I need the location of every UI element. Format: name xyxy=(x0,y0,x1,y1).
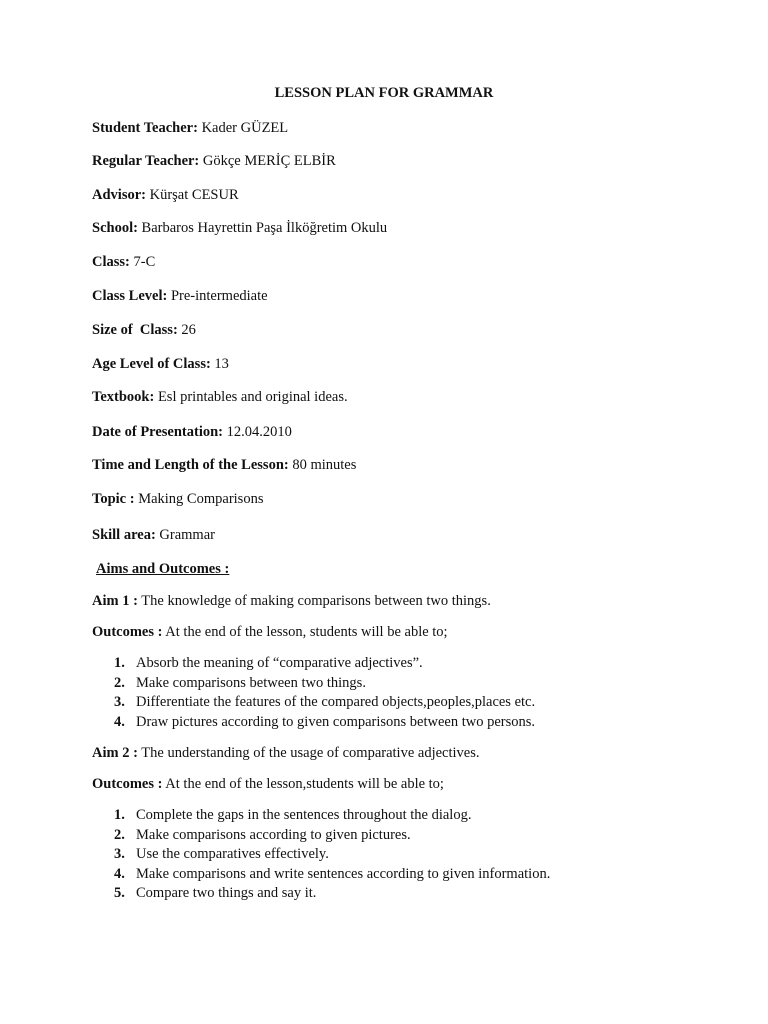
list-text: Complete the gaps in the sentences throughout the dialog. xyxy=(136,807,472,823)
list-number: 2. xyxy=(114,826,125,843)
field-time-length xyxy=(92,457,356,474)
field-label: Topic : xyxy=(92,491,135,507)
aim-2-outcome-list xyxy=(92,806,550,904)
aim-label: Aim 2 : xyxy=(92,745,138,761)
field-topic xyxy=(92,491,263,508)
list-number: 3. xyxy=(114,846,125,862)
list-text: Draw pictures according to given comparisons between two persons. xyxy=(136,713,536,730)
field-label: Skill area: xyxy=(92,527,156,543)
field-value: Kürşat CESUR xyxy=(145,187,239,203)
list-number: 4. xyxy=(114,865,125,882)
list-text: Differentiate the features of the compared objects,peoples,places etc. xyxy=(136,694,536,710)
outcomes-text: At the end of the lesson, students will be able to; xyxy=(162,624,448,640)
field-label: Regular Teacher: xyxy=(92,153,200,169)
field-label: School: xyxy=(92,220,138,236)
field-label: Time and Length of the Lesson: xyxy=(92,457,289,473)
field-value: 12.04.2010 xyxy=(223,424,292,440)
list-text: Make comparisons according to given pictures. xyxy=(136,826,411,843)
field-label: Class: xyxy=(92,254,130,270)
field-skill-area xyxy=(92,527,215,544)
field-label: Textbook: xyxy=(92,389,155,405)
list-number: 2. xyxy=(114,674,125,691)
field-advisor xyxy=(92,187,239,204)
list-item xyxy=(92,865,550,885)
field-value: 80 minutes xyxy=(288,457,357,473)
field-class-size xyxy=(92,322,196,339)
field-school xyxy=(92,220,387,237)
list-item xyxy=(92,884,550,904)
list-text: Absorb the meaning of “comparative adjectives”. xyxy=(136,655,423,671)
list-item xyxy=(92,713,535,733)
list-text: Use the comparatives effectively. xyxy=(136,846,329,862)
outcomes-label: Outcomes : xyxy=(92,776,163,792)
field-label: Advisor: xyxy=(92,187,146,203)
list-item xyxy=(92,845,550,865)
field-value: 13 xyxy=(210,356,229,372)
field-value: Making Comparisons xyxy=(134,491,264,507)
list-text: Compare two things and say it. xyxy=(136,885,317,901)
list-item xyxy=(92,654,535,674)
field-regular-teacher xyxy=(92,153,336,170)
field-value: Gökçe MERİÇ ELBİR xyxy=(199,153,336,169)
aim-2 xyxy=(92,745,480,762)
field-label: Size of Class: xyxy=(92,322,178,338)
field-value: 26 xyxy=(177,322,196,338)
list-number: 1. xyxy=(114,807,125,823)
field-value: Kader GÜZEL xyxy=(197,120,289,136)
outcomes-label: Outcomes : xyxy=(92,624,163,640)
field-label: Date of Presentation: xyxy=(92,424,224,440)
list-number: 1. xyxy=(114,655,125,671)
document-title: LESSON PLAN FOR GRAMMAR xyxy=(274,85,494,101)
field-value: Esl printables and original ideas. xyxy=(154,389,348,405)
field-value: Barbaros Hayrettin Paşa İlköğretim Okulu xyxy=(137,220,388,236)
field-textbook xyxy=(92,389,348,406)
field-class-level xyxy=(92,288,268,305)
field-date-of-presentation xyxy=(92,424,292,441)
field-label: Class Level: xyxy=(92,288,168,304)
aim-label: Aim 1 : xyxy=(92,593,138,609)
list-text: Make comparisons between two things. xyxy=(136,674,366,691)
list-item xyxy=(92,693,535,713)
list-item xyxy=(92,674,535,694)
aim-text: The understanding of the usage of comparative adjectives. xyxy=(137,745,480,761)
field-label: Student Teacher: xyxy=(92,120,198,136)
field-value: Pre-intermediate xyxy=(167,288,268,304)
aim-text: The knowledge of making comparisons between two things. xyxy=(137,593,491,609)
field-value: 7-C xyxy=(129,254,156,270)
field-value: Grammar xyxy=(155,527,215,543)
list-number: 5. xyxy=(114,885,125,901)
aim-1-outcome-list xyxy=(92,654,535,732)
field-age-level xyxy=(92,356,229,373)
field-student-teacher xyxy=(92,120,288,137)
aims-heading: Aims and Outcomes : xyxy=(96,561,230,577)
field-class xyxy=(92,254,155,271)
outcomes-text: At the end of the lesson,students will be able to; xyxy=(162,776,444,792)
aim-1 xyxy=(92,593,491,610)
list-item xyxy=(92,806,550,826)
list-number: 3. xyxy=(114,694,125,710)
list-number: 4. xyxy=(114,713,125,730)
aim-2-outcomes xyxy=(92,776,444,793)
aim-1-outcomes xyxy=(92,624,448,641)
list-text: Make comparisons and write sentences according to given information. xyxy=(136,865,551,882)
list-item xyxy=(92,826,550,846)
field-label: Age Level of Class: xyxy=(92,356,211,372)
